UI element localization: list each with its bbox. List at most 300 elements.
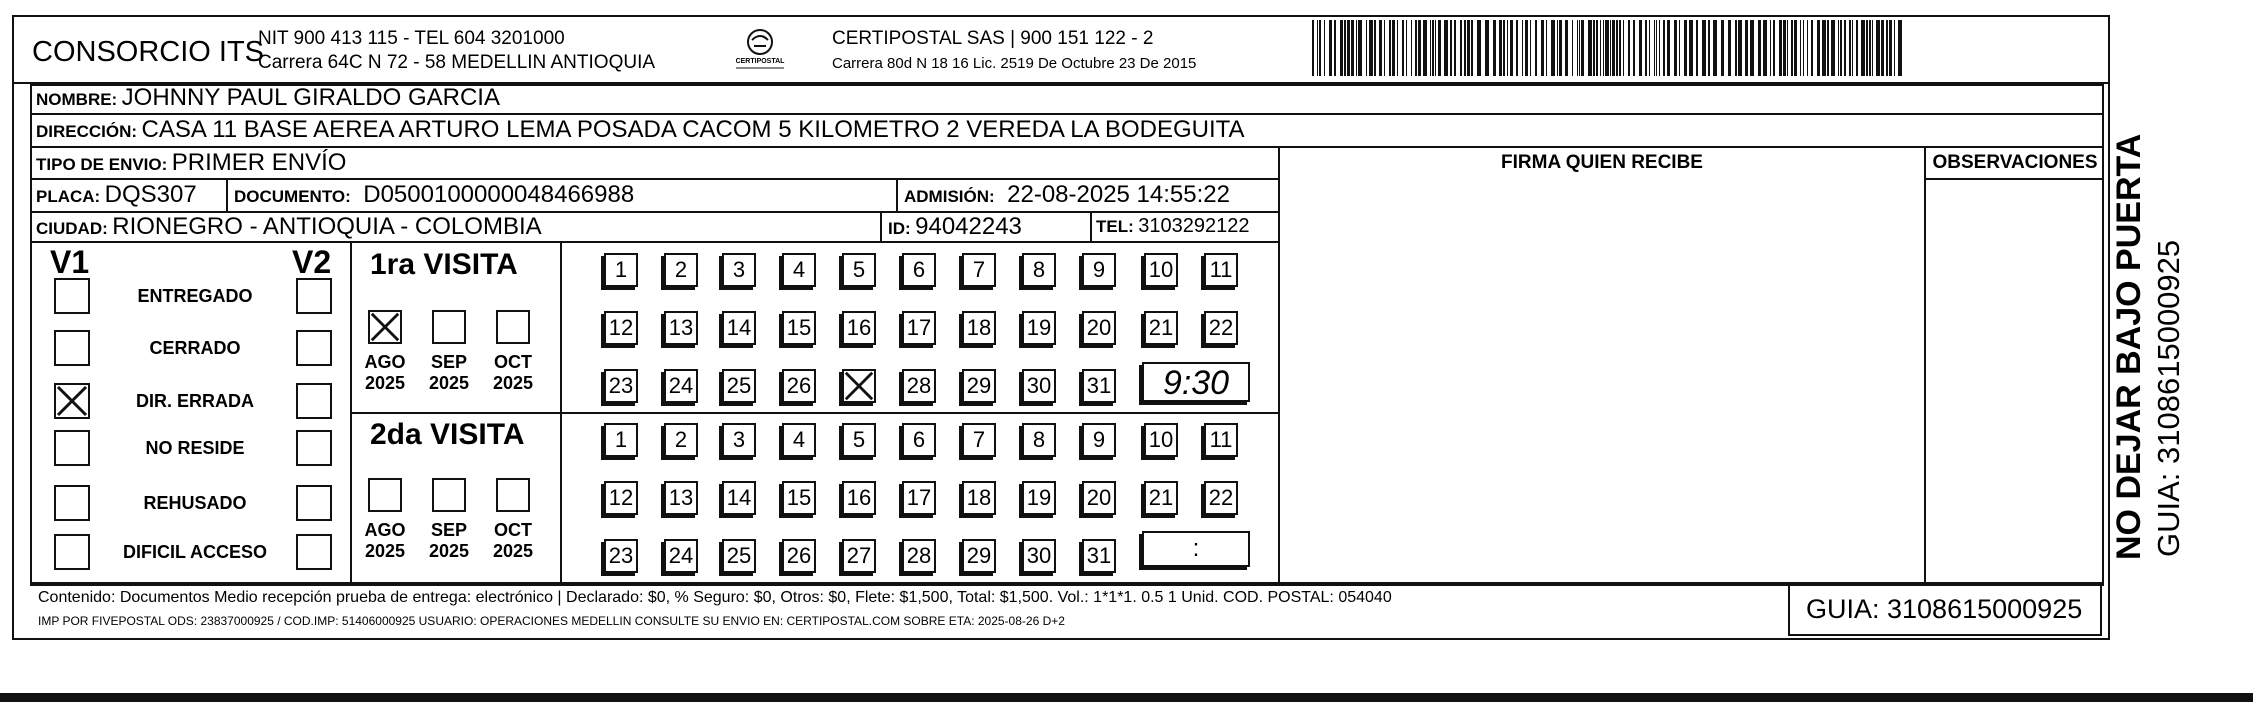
day-box-15[interactable] [782, 481, 816, 515]
barcode-bar [1471, 20, 1473, 76]
barcode-bar [1852, 20, 1853, 76]
month-label: OCT [494, 520, 532, 540]
day-box-26[interactable] [782, 539, 816, 573]
day-box-26[interactable] [782, 369, 816, 403]
v2-checkbox[interactable] [296, 278, 332, 314]
barcode-bar [1822, 20, 1826, 76]
barcode-bar [1898, 20, 1902, 76]
month-checkbox[interactable] [368, 310, 402, 344]
barcode-bar [1889, 20, 1892, 76]
nombre-row [36, 84, 500, 112]
barcode-bar [1750, 20, 1754, 76]
day-box-19[interactable] [1022, 481, 1056, 515]
year-label: 2025 [364, 541, 406, 561]
day-box-24[interactable] [664, 539, 698, 573]
day-number: 21 [1148, 315, 1174, 340]
barcode-bar [1559, 20, 1562, 76]
id-label: ID: [888, 219, 911, 238]
v2-header: V2 [292, 244, 332, 280]
day-box-6[interactable] [902, 423, 936, 457]
day-number: 1 [614, 427, 628, 452]
visita2-title: 2da VISITA [370, 418, 525, 451]
barcode-bar [1758, 20, 1761, 76]
day-box-10[interactable] [1144, 423, 1178, 457]
barcode-bar [1596, 20, 1598, 76]
barcode-bar [1876, 20, 1880, 76]
barcode-bar [1384, 20, 1385, 76]
col-line [1924, 146, 1926, 584]
barcode-bar [1577, 20, 1578, 76]
barcode-bar [1639, 20, 1642, 76]
day-box-20[interactable] [1082, 481, 1116, 515]
barcode-bar [1369, 20, 1373, 76]
day-box-28[interactable] [902, 539, 936, 573]
month-checkbox[interactable] [432, 310, 466, 344]
day-box-30[interactable] [1022, 539, 1056, 573]
day-box-4[interactable] [782, 253, 816, 287]
certipostal-line: CERTIPOSTAL SAS | 900 151 122 - 2 [832, 28, 1154, 49]
day-number: 14 [726, 315, 752, 340]
v2-checkbox[interactable] [296, 485, 332, 521]
barcode-bar [1708, 20, 1710, 76]
admision-label: ADMISIÓN: [904, 187, 995, 206]
day-number: 28 [906, 543, 932, 568]
footer-guia: GUIA: 3108615000925 [1806, 594, 2083, 624]
barcode-bar [1728, 20, 1731, 76]
day-box-19[interactable] [1022, 311, 1056, 345]
barcode-bar [1430, 20, 1431, 76]
day-number: 13 [668, 485, 694, 510]
day-box-14[interactable] [722, 311, 756, 345]
day-number: 11 [1209, 257, 1233, 282]
year-label: 2025 [428, 373, 470, 393]
month-label: AGO [364, 352, 406, 372]
day-box-11[interactable] [1204, 253, 1238, 287]
barcode-bar [1450, 20, 1452, 76]
day-box-3[interactable] [722, 423, 756, 457]
barcode-bar [1610, 20, 1611, 76]
day-box-29[interactable] [962, 539, 996, 573]
barcode-bar [1628, 20, 1630, 76]
day-box-25[interactable] [722, 539, 756, 573]
barcode-bar [1803, 20, 1804, 76]
v2-checkbox[interactable] [296, 430, 332, 466]
barcode-bar [1565, 20, 1568, 76]
day-box-13[interactable] [664, 311, 698, 345]
address-line: Carrera 64C N 72 - 58 MEDELLIN ANTIOQUIA [258, 52, 656, 73]
barcode-bar [1866, 20, 1868, 76]
day-number: 26 [786, 373, 812, 398]
day-number: 3 [732, 257, 746, 282]
barcode-bar [1485, 20, 1489, 76]
day-number: 15 [786, 315, 812, 340]
day-box-17[interactable] [902, 311, 936, 345]
status-option-label: DIR. ERRADA [135, 391, 254, 411]
day-box-23[interactable] [604, 539, 638, 573]
barcode-bar [1787, 20, 1788, 76]
day-number: 29 [966, 373, 992, 398]
year-label: 2025 [492, 373, 534, 393]
barcode-bar [1525, 20, 1528, 76]
col-line [880, 212, 882, 241]
documento-value: D0500100000048466988 [363, 181, 635, 208]
day-number: 13 [668, 315, 694, 340]
barcode-bar [1735, 20, 1737, 76]
barcode-bar [1319, 20, 1321, 76]
direccion-row [36, 116, 1245, 144]
row-line [30, 178, 1280, 180]
day-box-2[interactable] [664, 253, 698, 287]
day-box-8[interactable] [1022, 423, 1056, 457]
day-box-1[interactable] [604, 253, 638, 287]
barcode-bar [1770, 20, 1771, 76]
v1-checkbox[interactable] [54, 430, 90, 466]
day-box-12[interactable] [604, 481, 638, 515]
tipo-label: TIPO DE ENVIO: [36, 155, 168, 174]
barcode-bar [1645, 20, 1647, 76]
day-number: 6 [912, 427, 926, 452]
day-number: 2 [674, 257, 688, 282]
barcode-bar [1392, 20, 1395, 76]
logo-icon [728, 24, 792, 74]
side-warning: NO DEJAR BAJO PUERTA [2110, 133, 2148, 560]
admision-cell [904, 181, 1230, 209]
company-name: CONSORCIO ITS [32, 36, 265, 68]
day-box-24[interactable] [664, 369, 698, 403]
barcode-bar [1435, 20, 1436, 76]
barcode-bar [1654, 20, 1655, 76]
v2-checkbox[interactable] [296, 330, 332, 366]
barcode-bar [1379, 20, 1382, 76]
day-number: 2 [674, 427, 688, 452]
day-number: 7 [972, 257, 986, 282]
status-option-label: CERRADO [149, 338, 241, 358]
direccion-label: DIRECCIÓN: [36, 122, 138, 141]
id-value: 94042243 [915, 213, 1022, 240]
footer-line-1: Contenido: Documentos Medio recepción prueba de entrega: electrónico | Declarado: $0, % Seguro: $0, Otros: $0, Flete: $1,500, Total: $1,500. Vol.: 1*1*1. 0.5 1 Unid. COD. POSTAL: 054040 [38, 589, 1392, 606]
barcode-bar [1572, 20, 1573, 76]
barcode-bar [1869, 20, 1871, 76]
firma-header: FIRMA QUIEN RECIBE [1501, 152, 1703, 173]
day-box-23[interactable] [604, 369, 638, 403]
v2-checkbox[interactable] [296, 534, 332, 570]
day-box-16[interactable] [842, 311, 876, 345]
day-number: 3 [732, 427, 746, 452]
barcode-bar [1886, 20, 1888, 76]
v1-checkbox[interactable] [54, 278, 90, 314]
month-caption [486, 520, 540, 562]
check-mark-icon [54, 383, 90, 419]
day-number: 16 [846, 485, 872, 510]
v1-checkbox[interactable] [54, 330, 90, 366]
day-box-7[interactable] [962, 253, 996, 287]
barcode-bar [1460, 20, 1462, 76]
day-number: 12 [608, 485, 634, 510]
day-box-22[interactable] [1204, 481, 1238, 515]
barcode-bar [1616, 20, 1618, 76]
month-checkbox[interactable] [496, 310, 530, 344]
day-box-27[interactable] [842, 369, 876, 403]
day-box-12[interactable] [604, 311, 638, 345]
month-label: AGO [364, 520, 406, 540]
day-box-18[interactable] [962, 311, 996, 345]
day-number: 17 [906, 485, 932, 510]
barcode-bar [1667, 20, 1670, 76]
month-caption [486, 352, 540, 394]
month-caption [358, 352, 412, 394]
month-label: SEP [430, 520, 468, 540]
v2-checkbox[interactable] [296, 383, 332, 419]
day-number: 14 [726, 485, 752, 510]
day-number: 23 [608, 543, 634, 568]
barcode-bar [1415, 20, 1417, 76]
barcode-bar [1530, 20, 1531, 76]
month-label: OCT [494, 352, 532, 372]
side-guia: GUIA: 3108615000925 [2151, 239, 2186, 557]
barcode-bar [1600, 20, 1601, 76]
barcode-bar [1674, 20, 1677, 76]
day-box-30[interactable] [1022, 369, 1056, 403]
day-box-28[interactable] [902, 369, 936, 403]
year-label: 2025 [428, 541, 470, 561]
barcode-bar [1689, 20, 1693, 76]
barcode-bar [1418, 20, 1421, 76]
day-number: 10 [1148, 427, 1174, 452]
barcode-bar [1340, 20, 1343, 76]
day-box-31[interactable] [1082, 369, 1116, 403]
barcode-bar [1656, 20, 1657, 76]
day-number: 9 [1092, 427, 1106, 452]
day-box-21[interactable] [1144, 481, 1178, 515]
barcode-bar [1605, 20, 1609, 76]
day-box-2[interactable] [664, 423, 698, 457]
barcode-bar [1546, 20, 1547, 76]
day-box-10[interactable] [1144, 253, 1178, 287]
tel-cell [1096, 215, 1249, 238]
day-number: 12 [608, 315, 634, 340]
day-box-13[interactable] [664, 481, 698, 515]
barcode-bar [1317, 20, 1318, 76]
barcode-bar [1541, 20, 1544, 76]
nombre-label: NOMBRE: [36, 90, 118, 109]
day-box-1[interactable] [604, 423, 638, 457]
documento-cell [234, 181, 634, 209]
barcode-bar [1432, 20, 1434, 76]
day-box-16[interactable] [842, 481, 876, 515]
day-number: 22 [1208, 315, 1234, 340]
barcode-bar [1738, 20, 1742, 76]
day-number: 17 [906, 315, 932, 340]
day-box-9[interactable] [1082, 423, 1116, 457]
day-number: 20 [1086, 315, 1112, 340]
side-text [2110, 0, 2206, 560]
barcode-bar [1861, 20, 1865, 76]
tipo-row [36, 149, 346, 177]
barcode-bar [1329, 20, 1332, 76]
day-number: 31 [1086, 543, 1112, 568]
barcode-bar [1659, 20, 1660, 76]
barcode-bar [1612, 20, 1615, 76]
barcode-bar [1593, 20, 1595, 76]
row-line [30, 113, 2104, 115]
barcode-bar [1324, 20, 1325, 76]
ciudad-label: CIUDAD: [36, 219, 108, 238]
barcode-bar [1779, 20, 1782, 76]
id-cell [888, 213, 1022, 241]
status-option-label: NO RESIDE [145, 438, 245, 458]
day-box-7[interactable] [962, 423, 996, 457]
month-label: SEP [430, 352, 468, 372]
barcode-bar [1894, 20, 1895, 76]
day-number: 9 [1092, 257, 1106, 282]
barcode-bar [1791, 20, 1793, 76]
v1-checkbox[interactable] [54, 383, 90, 419]
day-number: 1 [614, 257, 628, 282]
day-box-31[interactable] [1082, 539, 1116, 573]
day-box-17[interactable] [902, 481, 936, 515]
row-line [30, 146, 2104, 148]
barcode-bar [1351, 20, 1354, 76]
day-number: 20 [1086, 485, 1112, 510]
barcode-bar [1516, 20, 1518, 76]
v1-checkbox[interactable] [54, 485, 90, 521]
day-number: 24 [668, 373, 694, 398]
barcode-bar [1411, 20, 1412, 76]
barcode-bar [1619, 20, 1621, 76]
barcode-bar [1454, 20, 1456, 76]
barcode-bar [1402, 20, 1404, 76]
col-line [896, 179, 898, 211]
barcode-bar [1881, 20, 1884, 76]
tipo-value: PRIMER ENVÍO [171, 149, 347, 176]
barcode-bar [1374, 20, 1376, 76]
day-box-18[interactable] [962, 481, 996, 515]
day-box-8[interactable] [1022, 253, 1056, 287]
check-mark-icon [368, 310, 402, 344]
month-checkbox[interactable] [432, 478, 466, 512]
placa-label: PLACA: [36, 187, 101, 206]
day-number: 4 [792, 257, 806, 282]
barcode-bar [1794, 20, 1798, 76]
day-number: 18 [966, 485, 992, 510]
v1-checkbox[interactable] [54, 534, 90, 570]
month-caption [422, 352, 476, 394]
day-number: 24 [668, 543, 694, 568]
barcode-bar [1817, 20, 1820, 76]
day-number: 15 [786, 485, 812, 510]
bottom-rule [0, 693, 2253, 702]
barcode-bar [1633, 20, 1635, 76]
visita2-time-box[interactable] [1142, 531, 1250, 567]
footer-line-2: IMP POR FIVEPOSTAL ODS: 23837000925 / COD.IMP: 51406000925 USUARIO: OPERACIONES MEDELLIN CONSULTE SU ENVIO EN: CERTIPOSTAL.COM SOBRE ETA: 2025-08-26 D+2 [38, 614, 1065, 628]
year-label: 2025 [492, 541, 534, 561]
barcode-bar [1347, 20, 1350, 76]
day-number: 19 [1026, 315, 1052, 340]
visita1-time-box[interactable] [1142, 362, 1250, 402]
day-box-9[interactable] [1082, 253, 1116, 287]
visita1-title: 1ra VISITA [370, 248, 518, 281]
day-box-29[interactable] [962, 369, 996, 403]
year-label: 2025 [364, 373, 406, 393]
day-box-3[interactable] [722, 253, 756, 287]
v1-header: V1 [50, 244, 90, 280]
month-caption [422, 520, 476, 562]
day-number: 22 [1208, 485, 1234, 510]
day-box-27[interactable] [842, 539, 876, 573]
day-number: 5 [852, 427, 866, 452]
tel-label: TEL: [1096, 217, 1134, 236]
day-box-20[interactable] [1082, 311, 1116, 345]
barcode-bar [1721, 20, 1724, 76]
day-box-14[interactable] [722, 481, 756, 515]
day-box-11[interactable] [1204, 423, 1238, 457]
day-number: 7 [972, 427, 986, 452]
day-box-22[interactable] [1204, 311, 1238, 345]
day-box-4[interactable] [782, 423, 816, 457]
observaciones-header: OBSERVACIONES [1932, 152, 2098, 173]
admision-value: 22-08-2025 14:55:22 [1007, 181, 1230, 208]
day-number: 21 [1148, 485, 1174, 510]
day-number: 29 [966, 543, 992, 568]
status-option-label: DIFICIL ACCESO [122, 542, 267, 562]
day-number: 18 [966, 315, 992, 340]
barcode-bar [1467, 20, 1470, 76]
day-number: 6 [912, 257, 926, 282]
barcode-bar [1464, 20, 1466, 76]
day-number: 19 [1026, 485, 1052, 510]
day-number: 5 [852, 257, 866, 282]
barcode-bar [1397, 20, 1398, 76]
barcode-bar [1503, 20, 1505, 76]
barcode-bar [1849, 20, 1851, 76]
nombre-value: JOHNNY PAUL GIRALDO GARCIA [121, 84, 500, 111]
barcode-bar [1522, 20, 1523, 76]
barcode-bar [1649, 20, 1650, 76]
barcode-bar [1807, 20, 1808, 76]
barcode-bar [1334, 20, 1336, 76]
ciudad-cell [36, 213, 542, 241]
status-option-label: ENTREGADO [137, 286, 253, 306]
barcode-bar [1872, 20, 1873, 76]
barcode-bar [1312, 20, 1314, 76]
day-box-6[interactable] [902, 253, 936, 287]
day-number: 26 [786, 543, 812, 568]
month-checkbox[interactable] [496, 478, 530, 512]
tel-value: 3103292122 [1138, 215, 1250, 237]
barcode-bar [1783, 20, 1786, 76]
ciudad-value: RIONEGRO - ANTIOQUIA - COLOMBIA [112, 213, 542, 240]
day-box-21[interactable] [1144, 311, 1178, 345]
barcode-bar [1831, 20, 1835, 76]
barcode-bar [1551, 20, 1555, 76]
col-head-line [1924, 178, 2104, 180]
barcode-bar [1510, 20, 1513, 76]
barcode-bar [1423, 20, 1427, 76]
barcode-bar [1663, 20, 1665, 76]
barcode-bar [1557, 20, 1558, 76]
placa-value: DQS307 [104, 181, 197, 208]
day-box-15[interactable] [782, 311, 816, 345]
day-box-25[interactable] [722, 369, 756, 403]
barcode-bar [1800, 20, 1801, 76]
day-box-5[interactable] [842, 253, 876, 287]
barcode-bar [1696, 20, 1698, 76]
day-number: 11 [1209, 427, 1233, 452]
day-box-5[interactable] [842, 423, 876, 457]
barcode-bar [1499, 20, 1502, 76]
barcode-bar [1438, 20, 1441, 76]
month-checkbox[interactable] [368, 478, 402, 512]
